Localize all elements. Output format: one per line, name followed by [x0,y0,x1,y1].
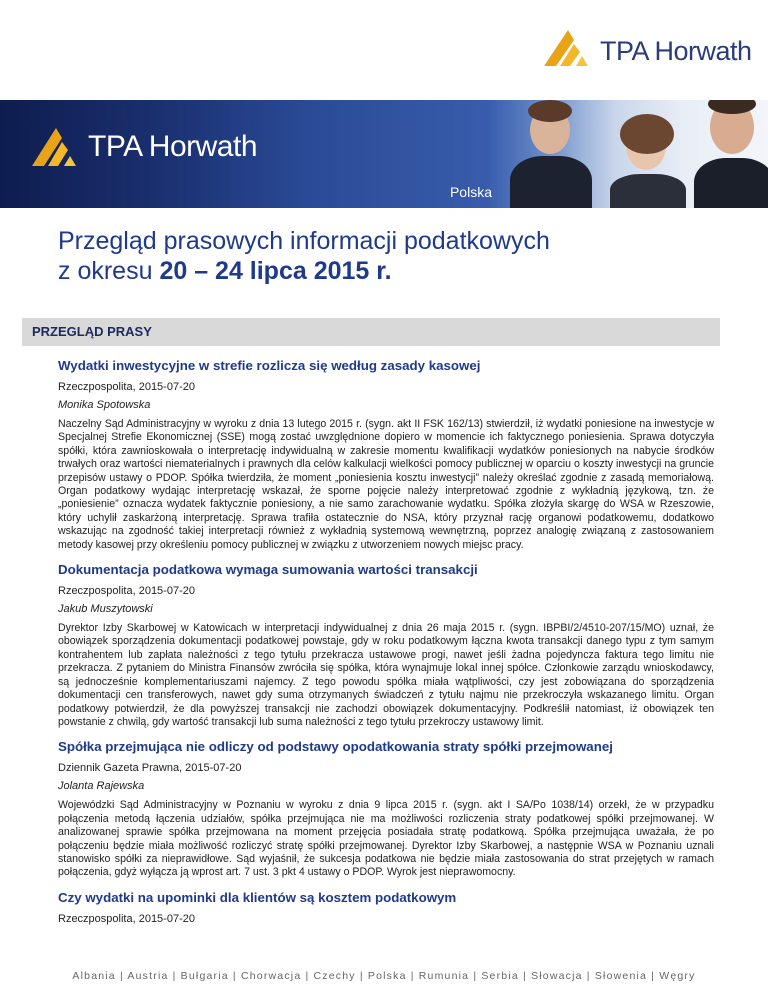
brand-name: TPA Horwath [600,36,752,66]
article-source: Dziennik Gazeta Prawna, 2015-07-20 [58,762,242,775]
articles-list [58,358,714,935]
header-logo [540,26,750,70]
banner-photo [490,100,768,208]
article-body: Naczelny Sąd Administracyjny w wyroku z dnia 13 lutego 2015 r. (sygn. akt II FSK 162/13) stwierdził, iż wydatki poniesione na inwestycje w Specjalnej Strefie Ekonomicznej (SSE) mogą zostać uwzględnione dopiero w momencie ich faktycznego poniesienia. Sprawa dotyczyła spółki, która zawnioskowała o interpretację indywidualną w zakresie momentu kwalifikacji wydatków poniesionych na nabycie środków trwałych oraz wartości niematerialnych i prawnych dla celów kalkulacji wielkości pomocy publicznej w oparciu o koszty inwestycji na gruncie przepisów ustawy o PDOP. Spółka twierdziła, że moment „poniesienia kosztu inwestycji” należy określać zgodnie z zasadą memoriałową. Organ podatkowy wydając interpretację wskazał, że sporne pojęcie należy interpretować zgodnie z wykładnią językową, tzn. że „poniesienie” oznacza wydatek faktycznie poniesiony, a nie samo zarachowanie wydatku. Spółka złożyła skargę do WSA w Rzeszowie, który uchylił zaskarżoną interpretację. Sprawa trafiła ostatecznie do NSA, który przyznał rację organowi podatkowemu, dodatkowo wskazując na zgodność takiej interpretacji również z wykładnią systemową wewnętrzną, poprzez analogię związaną z zastosowaniem metody kasowej przy określeniu pomocy publicznej w związku z utworzeniem nowych miejsc pracy. [58,418,714,551]
article [58,739,714,879]
title-line-1: Przegląd prasowych informacji podatkowych [58,227,550,255]
country-label: Polska [449,184,492,200]
title-line-2-prefix: z okresu [58,257,160,285]
article-source: Rzeczpospolita, 2015-07-20 [58,381,195,393]
article [58,890,714,925]
banner-brand-name: TPA Horwath [88,130,258,163]
footer-countries: Albania | Austria | Bułgaria | Chorwacja | Czechy | Polska | Rumunia | Serbia | Słowacja | Słowenia | Węgry [72,970,696,982]
article [58,562,714,729]
article-source: Rzeczpospolita, 2015-07-20 [58,585,195,598]
banner-logo [28,124,258,175]
article-title: Dokumentacja podatkowa wymaga sumowania wartości transakcji [58,562,478,578]
page-title [58,226,748,286]
article-source: Rzeczpospolita, 2015-07-20 [58,912,195,925]
tpa-logo-mark-icon [540,26,596,70]
article [58,358,714,552]
article-author: Monika Spotowska [58,399,151,411]
article-title: Wydatki inwestycyjne w strefie rozlicza się według zasady kasowej [58,358,481,373]
header-banner [0,100,768,208]
article-author: Jakub Muszytowski [58,603,153,616]
article-author: Jolanta Rajewska [58,780,145,793]
title-date-range: 20 – 24 lipca 2015 r. [159,257,392,285]
article-title: Spółka przejmująca nie odliczy od podstawy opodatkowania straty spółki przejmowanej [58,739,613,755]
article-body: Dyrektor Izby Skarbowej w Katowicach w interpretacji indywidualnej z dnia 26 maja 2015 r. (sygn. IBPBI/2/4510-207/15/MO) uznał, że obowiązek sporządzenia dokumentacji podatkowej powstaje, gdy w roku podatkowym łączna kwota transakcji danego typu z tym samym kontrahentem lub zapłata należności z tego tytułu przekracza ustawowe progi, nawet jeśli żadna pojedyncza faktura tego limitu nie przekracza. Z pytaniem do Ministra Finansów zwróciła się spółka, która wynajmuje lokal innej spółce. Członkowie zarządu wnioskodawcy, są jednocześnie komplementariuszami najemcy. Z tego powodu spółka miała wątpliwości, czy jest zobowiązana do sporządzenia dokumentacji cen transferowych, nawet gdy suma otrzymanych świadczeń z tytułu najmu nie przekroczyła wskazanego limitu. Organ podatkowy potwierdził, że dla powyższej transakcji nie zachodzi obowiązek dokumentacyjny. Podkreślił natomiast, iż obowiązek ten powstanie z chwilą, gdy wartość transakcji lub suma należności z tego tytułu przekroczy ustawowy limit. [58,622,714,728]
title-line-2 [58,256,748,286]
article-title: Czy wydatki na upominki dla klientów są kosztem podatkowym [58,889,457,905]
tpa-logo-mark-icon [28,124,84,170]
section-header: PRZEGLĄD PRASY [22,318,720,346]
article-body: Wojewódzki Sąd Administracyjny w Poznaniu w wyroku z dnia 9 lipca 2015 r. (sygn. akt I SA/Po 1038/14) orzekł, że w przypadku połączenia metodą łączenia udziałów, spółka przejmująca nie ma możliwości rozliczenia straty podatkowej spółki przejmowanej. W analizowanej sprawie spółka przejmowana na moment przejęcia posiadała stratę podatkową. Spółka przejmująca uważała, że po połączeniu będzie miała możliwość rozliczyć stratę spółki przejmowanej. Dyrektor Izby Skarbowej, a następnie WSA w Poznaniu uznali stanowisko spółki za nieprawidłowe. Sąd wyjaśnił, że sukcesja podatkowa nie będzie miała zastosowania do strat przejętych w ramach połączenia, gdyż wyłącza ją wprost art. 7 ust. 3 pkt 4 ustawy o PDOP. Wyrok jest nieprawomocny. [58,799,714,879]
